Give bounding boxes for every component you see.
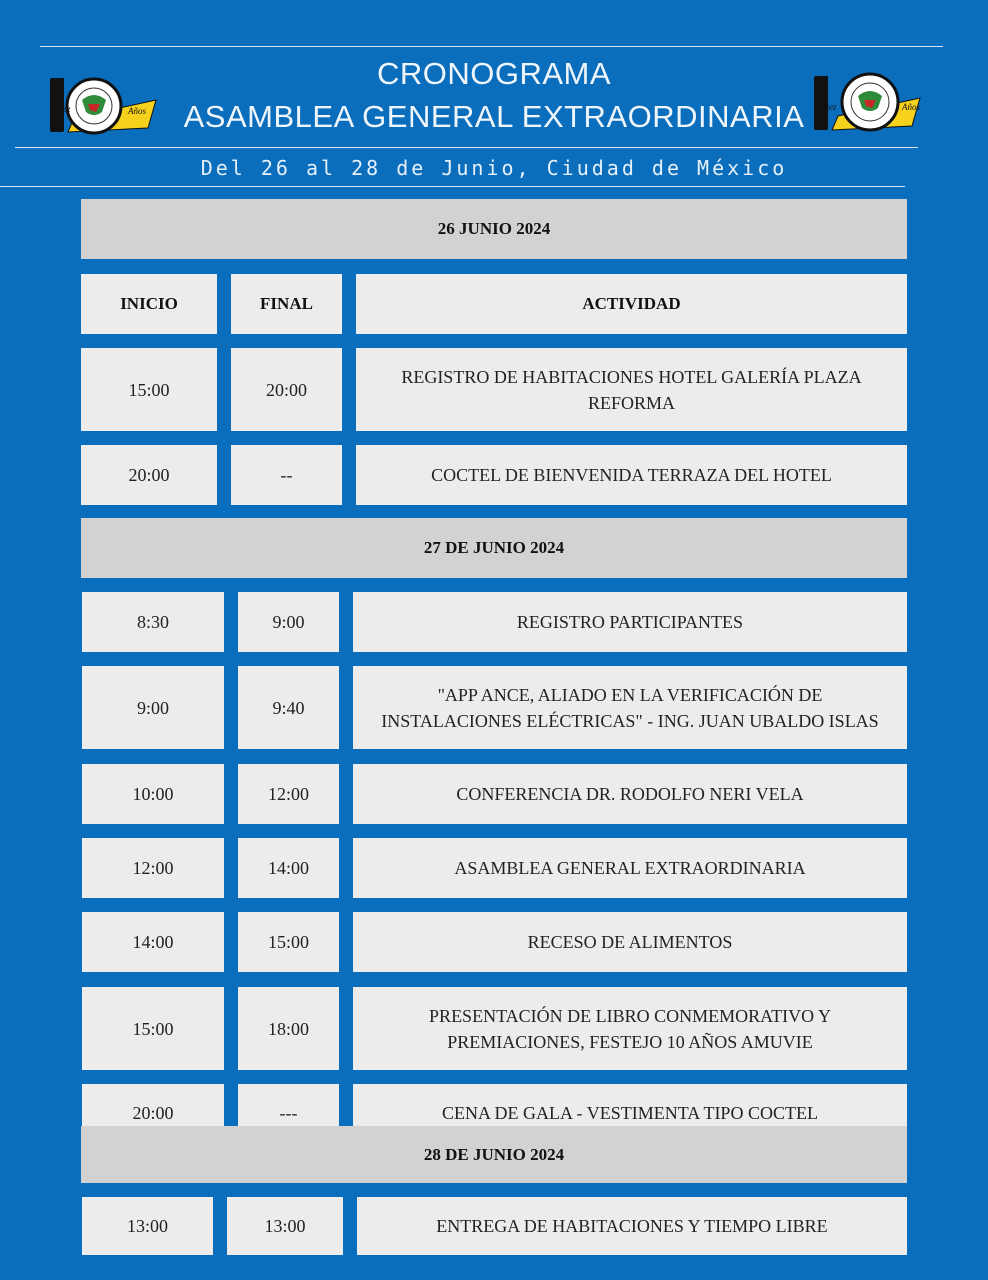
- day1-row1-start: 15:00: [81, 348, 217, 431]
- header-line-top: [40, 46, 943, 47]
- header-line-middle: [15, 147, 918, 148]
- event-dates: Del 26 al 28 de Junio, Ciudad de México: [200, 156, 788, 180]
- anniversary-logo-right: [808, 68, 924, 138]
- column-header-start: INICIO: [81, 274, 217, 334]
- day2-row5-activity: RECESO DE ALIMENTOS: [353, 912, 907, 972]
- logo-right-text-diez: Diez: [820, 102, 837, 112]
- day1-row2-start: 20:00: [81, 445, 217, 505]
- day2-row5-start: 14:00: [82, 912, 224, 972]
- day2-row3-activity: CONFERENCIA DR. RODOLFO NERI VELA: [353, 764, 907, 824]
- column-header-activity: ACTIVIDAD: [356, 274, 907, 334]
- day1-row2-end: --: [231, 445, 342, 505]
- day2-row6-start: 15:00: [82, 987, 224, 1070]
- day2-row7-start: 20:00: [82, 1084, 224, 1140]
- day2-row1-activity: REGISTRO PARTICIPANTES: [353, 592, 907, 652]
- day2-row2-start: 9:00: [82, 666, 224, 749]
- logo-right-text-anos: Años: [902, 102, 920, 112]
- day2-row7-activity: CENA DE GALA - VESTIMENTA TIPO COCTEL: [353, 1084, 907, 1140]
- day3-row1-start: 13:00: [82, 1197, 213, 1255]
- header-line-bottom: [0, 186, 905, 187]
- day2-heading: 27 DE JUNIO 2024: [81, 518, 907, 578]
- page-title: CRONOGRAMA: [376, 56, 612, 91]
- day2-row7-end: ---: [238, 1084, 339, 1140]
- day2-row4-activity: ASAMBLEA GENERAL EXTRAORDINARIA: [353, 838, 907, 898]
- anniversary-logo-left: [44, 70, 160, 140]
- day2-row3-start: 10:00: [82, 764, 224, 824]
- day3-row1-activity: ENTREGA DE HABITACIONES Y TIEMPO LIBRE: [357, 1197, 907, 1255]
- day2-row6-end: 18:00: [238, 987, 339, 1070]
- day2-row4-start: 12:00: [82, 838, 224, 898]
- day2-row5-end: 15:00: [238, 912, 339, 972]
- column-header-end: FINAL: [231, 274, 342, 334]
- day1-heading: 26 JUNIO 2024: [81, 199, 907, 259]
- day2-row2-activity: "APP ANCE, ALIADO EN LA VERIFICACIÓN DE INSTALACIONES ELÉCTRICAS" - ING. JUAN UBALDO ISLAS: [353, 666, 907, 749]
- day2-row6-activity: PRESENTACIÓN DE LIBRO CONMEMORATIVO Y PREMIACIONES, FESTEJO 10 AÑOS AMUVIE: [353, 987, 907, 1070]
- day2-row3-end: 12:00: [238, 764, 339, 824]
- day3-row1-end: 13:00: [227, 1197, 343, 1255]
- page-subtitle: ASAMBLEA GENERAL EXTRAORDINARIA: [183, 99, 805, 134]
- day2-row1-end: 9:00: [238, 592, 339, 652]
- day3-heading: 28 DE JUNIO 2024: [81, 1126, 907, 1183]
- day1-row1-end: 20:00: [231, 348, 342, 431]
- logo-left-text-anos: Años: [128, 106, 146, 116]
- day2-row2-end: 9:40: [238, 666, 339, 749]
- logo-left-text-diez: Diez: [54, 104, 71, 114]
- day2-row4-end: 14:00: [238, 838, 339, 898]
- day1-row2-activity: COCTEL DE BIENVENIDA TERRAZA DEL HOTEL: [356, 445, 907, 505]
- day2-row1-start: 8:30: [82, 592, 224, 652]
- day1-row1-activity: REGISTRO DE HABITACIONES HOTEL GALERÍA PLAZA REFORMA: [356, 348, 907, 431]
